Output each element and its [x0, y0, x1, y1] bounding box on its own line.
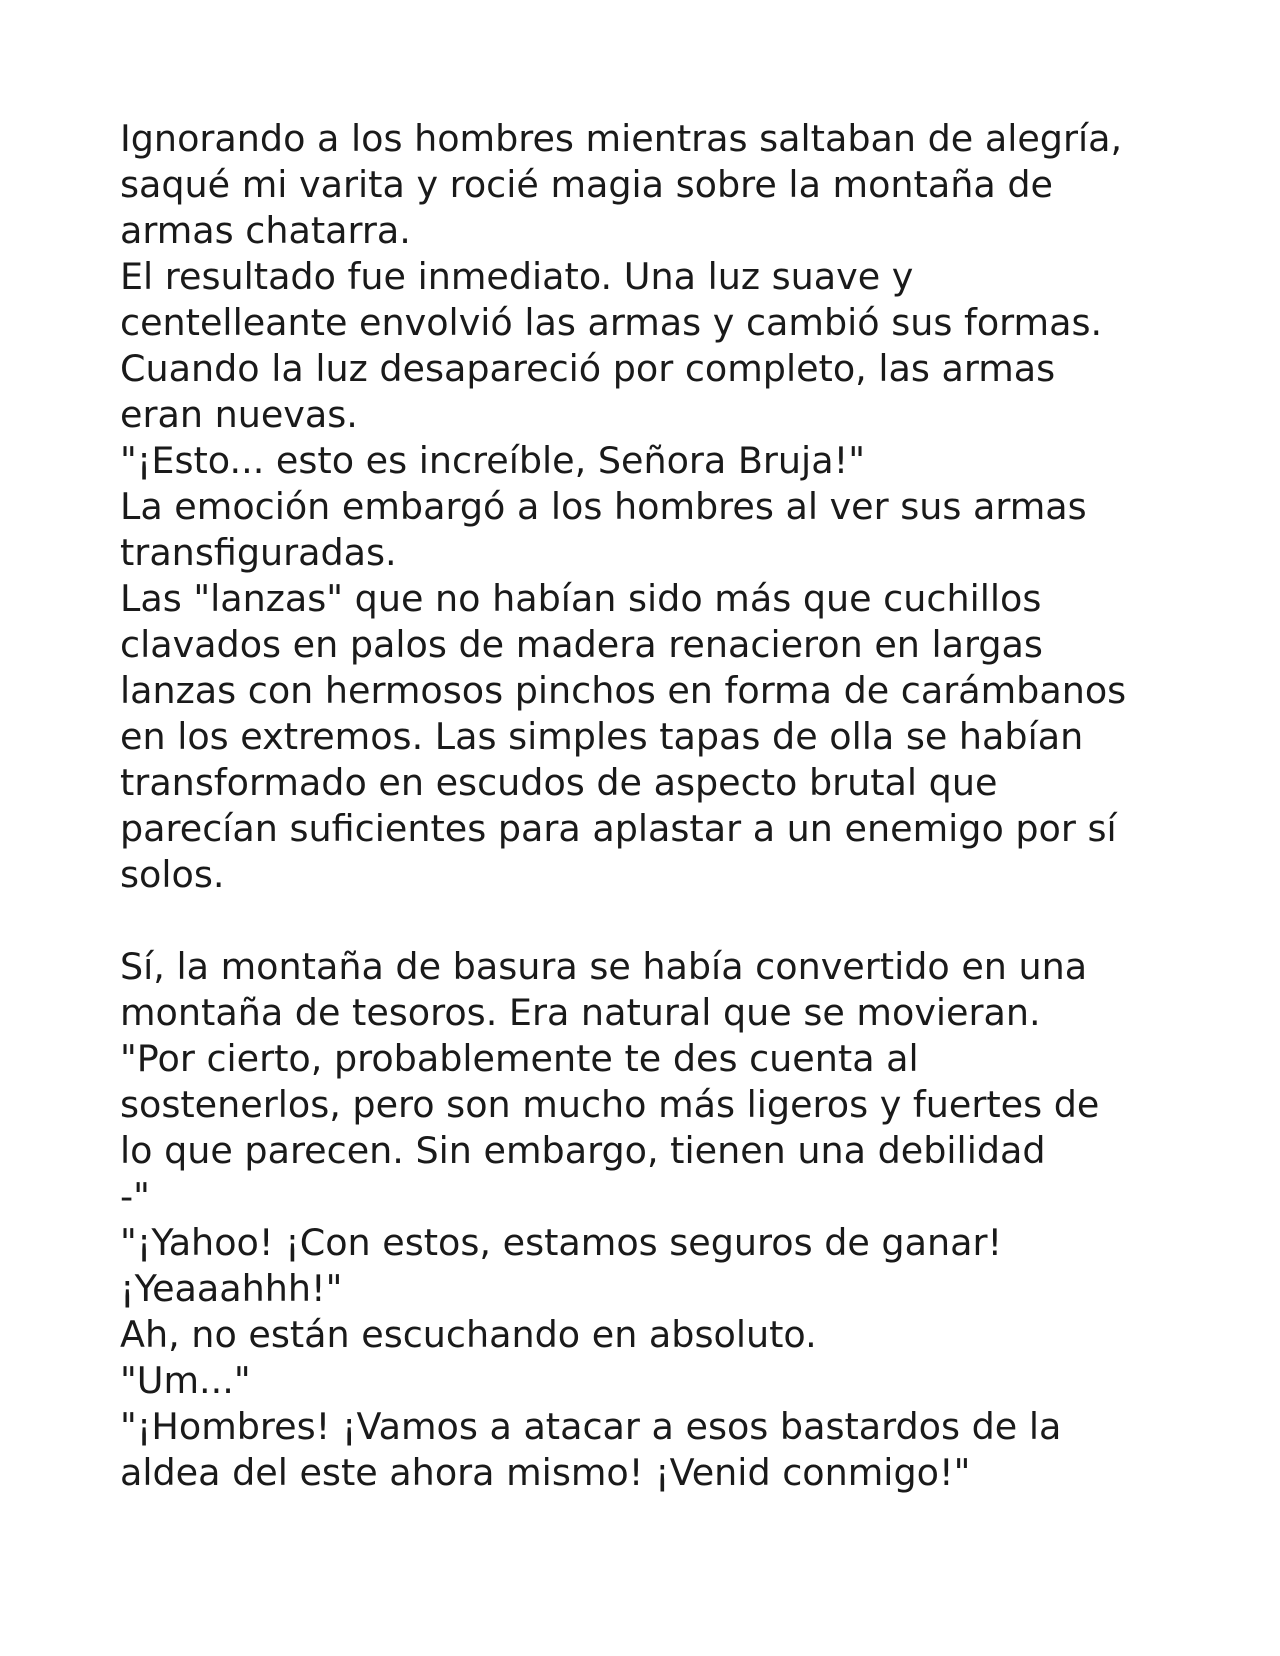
dialogue-line: -" [120, 1175, 150, 1218]
text-line: montaña de tesoros. Era natural que se movieran. [120, 991, 1041, 1034]
text-line: Ignorando a los hombres mientras saltaban de alegría, [120, 117, 1123, 160]
text-line: Sí, la montaña de basura se había convertido en una [120, 945, 1088, 988]
text-line: El resultado fue inmediato. Una luz suave y [120, 255, 914, 298]
text-line: saqué mi varita y rocié magia sobre la montaña de [120, 163, 1053, 206]
text-line: Cuando la luz desapareció por completo, las armas [120, 347, 1056, 390]
dialogue-line: "Um..." [120, 1359, 251, 1402]
text-line: parecían suficientes para aplastar a un enemigo por sí [120, 807, 1117, 850]
text-line: transformado en escudos de aspecto brutal que [120, 761, 998, 804]
paragraph-gap [120, 898, 1200, 944]
text-line: transfiguradas. [120, 531, 397, 574]
text-line: Ah, no están escuchando en absoluto. [120, 1313, 817, 1356]
text-line: Las "lanzas" que no habían sido más que cuchillos [120, 577, 1042, 620]
dialogue-line: "¡Esto... esto es increíble, Señora Bruja!" [120, 439, 865, 482]
dialogue-line: "¡Yahoo! ¡Con estos, estamos seguros de ganar! [120, 1221, 1003, 1264]
dialogue-line: lo que parecen. Sin embargo, tienen una debilidad [120, 1129, 1046, 1172]
dialogue-line: ¡Yeaaahhh!" [120, 1267, 343, 1310]
story-text [120, 116, 1200, 1496]
dialogue-line: "Por cierto, probablemente te des cuenta al [120, 1037, 919, 1080]
text-line: centelleante envolvió las armas y cambió sus formas. [120, 301, 1103, 344]
dialogue-line: "¡Hombres! ¡Vamos a atacar a esos bastardos de la [120, 1405, 1062, 1448]
text-line: solos. [120, 853, 225, 896]
text-line: eran nuevas. [120, 393, 358, 436]
text-line: La emoción embargó a los hombres al ver sus armas [120, 485, 1087, 528]
text-line: armas chatarra. [120, 209, 411, 252]
text-line: clavados en palos de madera renacieron en largas [120, 623, 1043, 666]
text-line: en los extremos. Las simples tapas de olla se habían [120, 715, 1084, 758]
dialogue-line: aldea del este ahora mismo! ¡Venid conmigo!" [120, 1451, 971, 1494]
dialogue-line: sostenerlos, pero son mucho más ligeros y fuertes de [120, 1083, 1100, 1126]
text-line: lanzas con hermosos pinchos en forma de carámbanos [120, 669, 1127, 712]
